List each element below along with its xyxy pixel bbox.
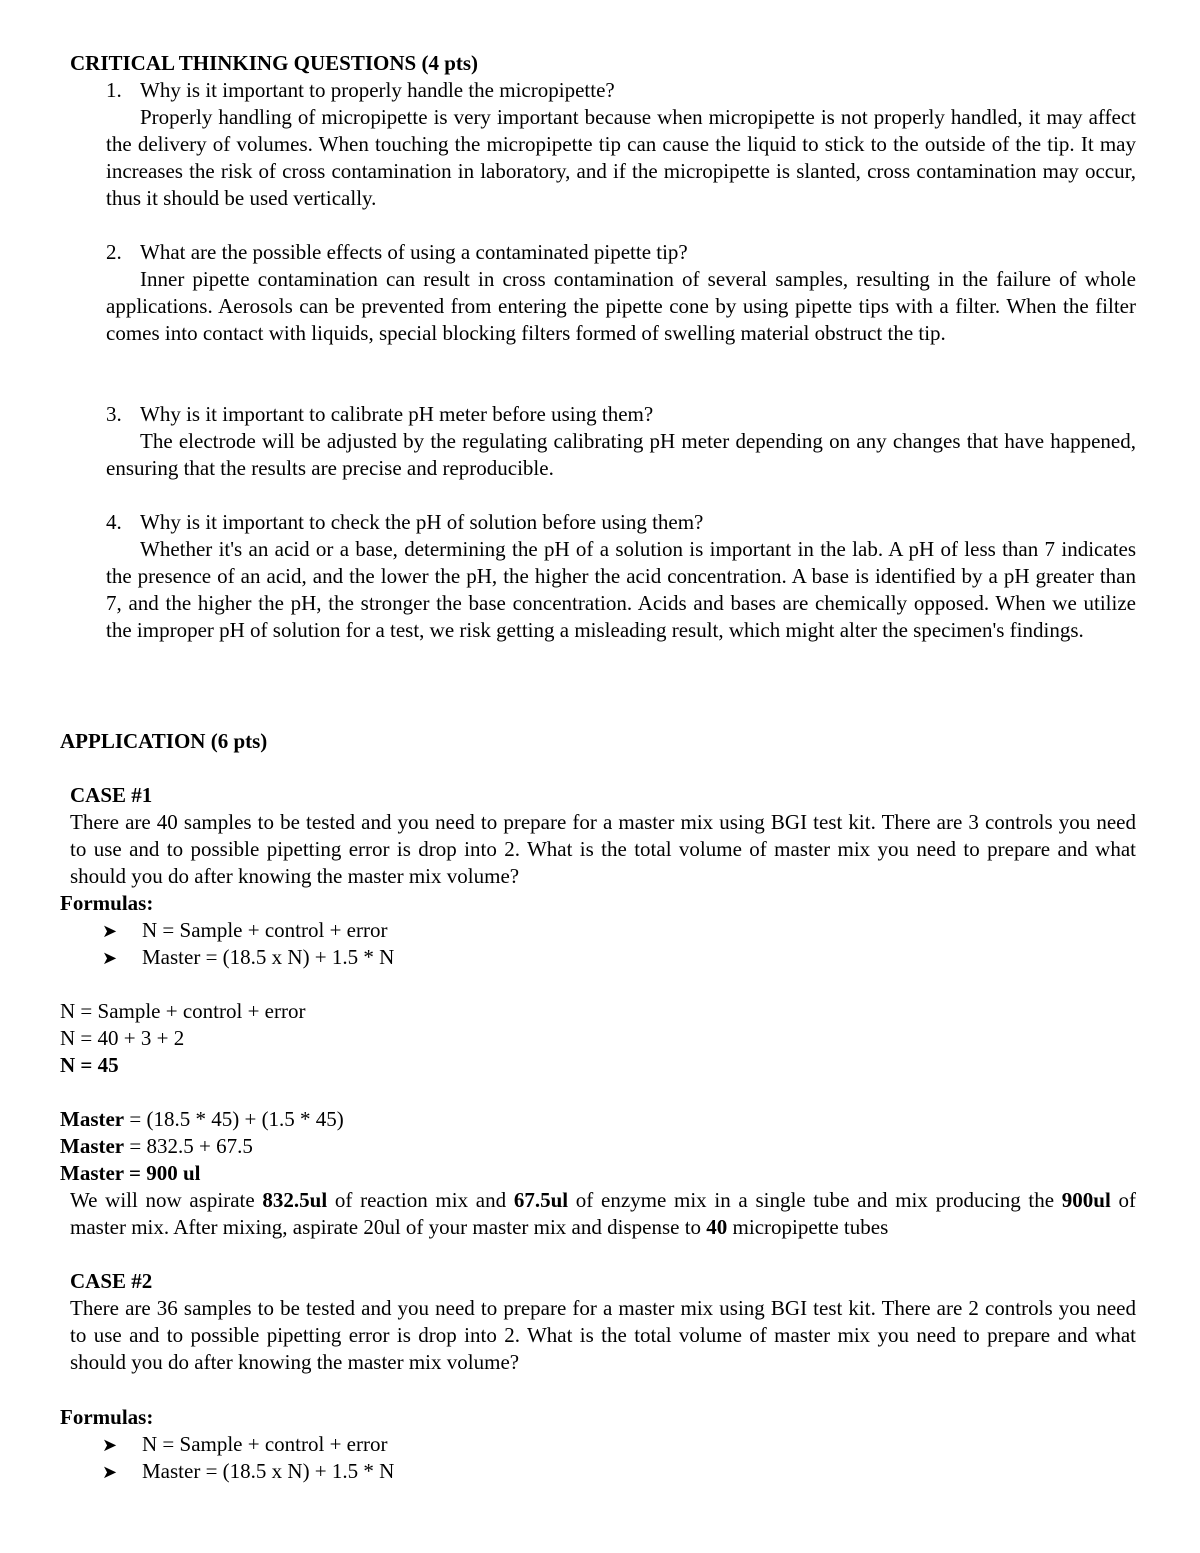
question-1	[106, 77, 1136, 212]
case-2-formula-list	[102, 1431, 702, 1485]
calc-master-step2	[60, 1133, 253, 1160]
question-1-title	[106, 77, 1136, 104]
question-text: What are the possible effects of using a contaminated pipette tip?	[140, 240, 688, 264]
conclusion-highlight: 832.5ul	[262, 1188, 328, 1212]
conclusion-highlight: 67.5ul	[513, 1188, 569, 1212]
case-2-title: CASE #2	[70, 1269, 153, 1293]
question-number: 4.	[106, 510, 122, 534]
question-2	[106, 239, 1136, 347]
question-3-answer: The electrode will be adjusted by the regulating calibrating pH meter depending on any changes that have happened, ensuring that the results are precise and reproducible.	[106, 429, 1136, 480]
case-2-text: There are 36 samples to be tested and you need to prepare for a master mix using BGI test kit. There are 2 controls you need to use and to possible pipetting error is drop into 2. What is the total volume of master mix you need to prepare and what should you do after knowing the master mix volume?	[70, 1296, 1136, 1374]
calc-master-step1	[60, 1106, 344, 1133]
formula-item	[102, 1458, 702, 1485]
question-4	[106, 509, 1136, 644]
calc-master-result: Master = 900 ul	[60, 1161, 201, 1185]
conclusion-highlight: 900ul	[1061, 1188, 1111, 1212]
case-2-formulas-label: Formulas:	[60, 1405, 154, 1429]
arrowhead-bullet-icon: ➤	[102, 921, 118, 942]
conclusion-highlight: 40	[706, 1215, 728, 1239]
critical-thinking-heading: CRITICAL THINKING QUESTIONS (4 pts)	[70, 51, 479, 75]
formula-text: N = Sample + control + error	[142, 1432, 388, 1456]
master-expression: = (18.5 * 45) + (1.5 * 45)	[124, 1107, 344, 1131]
arrowhead-bullet-icon: ➤	[102, 1435, 118, 1456]
formula-text: Master = (18.5 x N) + 1.5 * N	[142, 1459, 395, 1483]
arrowhead-bullet-icon: ➤	[102, 1462, 118, 1483]
case-1-conclusion	[70, 1187, 1136, 1241]
question-text: Why is it important to properly handle the micropipette?	[140, 78, 615, 102]
question-text: Why is it important to calibrate pH meter before using them?	[140, 402, 654, 426]
arrowhead-bullet-icon: ➤	[102, 948, 118, 969]
question-2-title	[106, 239, 1136, 266]
conclusion-text: of enzyme mix in a single tube and mix producing the	[568, 1188, 1062, 1212]
question-3	[106, 401, 1136, 482]
question-number: 2.	[106, 240, 122, 264]
conclusion-text: of master mix. After mixing, aspirate 20ul of your master mix and dispense to	[70, 1188, 1137, 1239]
conclusion-text: of reaction mix and	[327, 1188, 514, 1212]
formula-item	[102, 944, 702, 971]
master-label: Master	[60, 1134, 125, 1158]
question-4-title	[106, 509, 1136, 536]
conclusion-text: micropipette tubes	[727, 1215, 889, 1239]
case-1-text: There are 40 samples to be tested and you need to prepare for a master mix using BGI test kit. There are 3 controls you need to use and to possible pipetting error is drop into 2. What is the total volume of master mix you need to prepare and what should you do after knowing the master mix volume?	[70, 810, 1136, 888]
case-1-title: CASE #1	[70, 783, 153, 807]
case-1-formulas-label: Formulas:	[60, 891, 154, 915]
question-number: 3.	[106, 402, 122, 426]
master-expression: = 832.5 + 67.5	[124, 1134, 253, 1158]
conclusion-text: We will now aspirate	[70, 1188, 263, 1212]
master-label: Master	[60, 1107, 125, 1131]
formula-text: N = Sample + control + error	[142, 918, 388, 942]
question-3-title	[106, 401, 1136, 428]
case-1-formula-list	[102, 917, 702, 971]
case-1	[70, 782, 1136, 890]
calc-n-formula: N = Sample + control + error	[60, 999, 306, 1023]
question-number: 1.	[106, 78, 122, 102]
question-1-answer: Properly handling of micropipette is very important because when micropipette is not properly handled, it may affect the delivery of volumes. When touching the micropipette tip can cause the liquid to stick to the outside of the tip. It may increases the risk of cross contamination in laboratory, and if the micropipette is slanted, cross contamination may occur, thus it should be used vertically.	[106, 105, 1136, 210]
calc-n-values: N = 40 + 3 + 2	[60, 1026, 185, 1050]
formula-item	[102, 1431, 702, 1458]
formula-text: Master = (18.5 x N) + 1.5 * N	[142, 945, 395, 969]
question-text: Why is it important to check the pH of solution before using them?	[140, 510, 704, 534]
question-4-answer: Whether it's an acid or a base, determining the pH of a solution is important in the lab. A pH of less than 7 indicates the presence of an acid, and the lower the pH, the higher the acid concentration. A base is identified by a pH greater than 7, and the higher the pH, the stronger the base concentration. Acids and bases are chemically opposed. When we utilize the improper pH of solution for a test, we risk getting a misleading result, which might alter the specimen's findings.	[106, 537, 1136, 642]
application-heading: APPLICATION (6 pts)	[60, 729, 268, 753]
formula-item	[102, 917, 702, 944]
case-2	[70, 1268, 1136, 1376]
calc-n-result: N = 45	[60, 1053, 119, 1077]
question-2-answer: Inner pipette contamination can result in cross contamination of several samples, resulting in the failure of whole applications. Aerosols can be prevented from entering the pipette cone by using pipette tips with a filter. When the filter comes into contact with liquids, special blocking filters formed of swelling material obstruct the tip.	[106, 267, 1136, 345]
